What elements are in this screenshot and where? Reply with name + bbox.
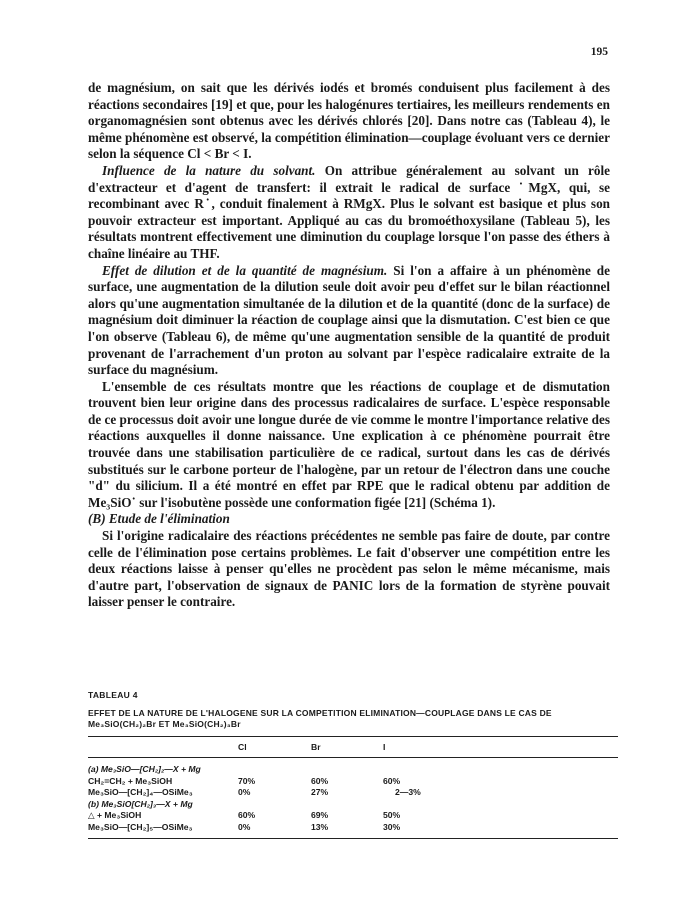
run-in-heading-dilution: Effet de dilution et de la quantité de magnésium.: [102, 262, 388, 278]
table-cell: 69%: [311, 810, 329, 820]
paragraph-text: L'ensemble de ces résultats montre que les réactions de couplage et de dismutation trouvent bien leur origine dans des processus radicalaires de surface. L'espèce responsable de ce processus doit avoir une longue durée de vie comme le montre l'importance relative des réactions auxquelles il donne naissance. Une explication à ce phénomène pourrait être trouvée dans une stabilisation particulière de ce radical, surtout dans les cas de dérivés substitués sur le carbone porteur de l'halogène, par un retour de l'électron dans une couche "d" du silicium. Il a été montré en effet par RPE que le radical obtenu par addition de Me₃SiO˙ sur l'isobutène possède une conformation figée [21] (Schéma 1).: [88, 378, 610, 510]
table-cell: 2—3%: [395, 787, 421, 797]
paragraph-5: [88, 528, 610, 611]
table-row: [88, 799, 618, 811]
table-row: [88, 776, 618, 788]
table-cell: 27%: [311, 787, 329, 797]
table-block: [88, 690, 618, 839]
table-cell: CH₂=CH₂ + Me₃SiOH: [88, 775, 173, 786]
paragraph-text: Si l'on a affaire à un phénomène de surface, une augmentation de la dilution seule doit avoir peu d'effet sur le bilan réactionnel alors qu'une augmentation simultanée de la dilution et de la quantité (donc de la surface) de magnésium doit diminuer la réaction de couplage ainsi que la dismutation. C'est bien ce que l'on observe (Tableau 6), de même qu'une augmentation sensible de la quantité de produit provenant de l'arrachement d'un proton au solvant par l'espèce radicalaire extraite de la surface du magnésium.: [88, 262, 610, 378]
table-cell: Me₃SiO—[CH₂]₄—OSiMe₃: [88, 787, 193, 797]
table-row: [88, 758, 618, 776]
table-row: [88, 822, 618, 839]
table-cell: 60%: [238, 810, 256, 820]
run-in-heading-solvent: Influence de la nature du solvant.: [102, 162, 316, 178]
page-number: 195: [590, 46, 608, 58]
table-cell: 50%: [383, 810, 401, 820]
table-group-label: (a) Me₃SiO—[CH₂]₂—X + Mg: [88, 764, 201, 774]
table-row: [88, 810, 618, 822]
column-header: Cl: [238, 737, 311, 758]
table-header-row: [88, 737, 618, 758]
table-cell: 13%: [311, 822, 383, 839]
table-cell: 30%: [383, 822, 618, 839]
table-group-label: (b) Me₃SiO[CH₂]₃—X + Mg: [88, 798, 193, 809]
table-cell: 0%: [238, 787, 251, 797]
paragraph-3: [88, 263, 610, 379]
table-cell: 60%: [311, 775, 329, 786]
paragraph-2: [88, 163, 610, 263]
paragraph-text: On attribue généralement au solvant un rôle d'extracteur et d'agent de transfert: il extrait le radical de surface ˙MgX, qui, se recombinant avec R˙, conduit finalement à RMgX. Plus le solvant est basique et plus son pouvoir extracteur est important. Appliqué au cas du bromoéthoxysilane (Tableau 5), les résultats montrent effectivement une diminution du couplage lorsque l'on passe des éthers à chaîne linéaire au THF.: [88, 162, 610, 261]
table-row: [88, 787, 618, 799]
column-header: I: [383, 737, 618, 758]
table-title: EFFET DE LA NATURE DE L'HALOGENE SUR LA COMPETITION ELIMINATION—COUPLAGE DANS LE CAS DE Me₃SiO(CH₂)₂Br ET Me₃SiO(CH₂)₃Br: [88, 708, 552, 729]
data-table: [88, 736, 618, 839]
column-header: [88, 737, 238, 758]
body-text: [88, 80, 610, 611]
table-cell: △ + Me₃SiOH: [88, 810, 142, 820]
table-cell: 70%: [238, 775, 256, 786]
column-header: Br: [311, 737, 383, 758]
section-heading: (B) Etude de l'élimination: [88, 511, 230, 527]
paragraph-4: [88, 379, 610, 512]
table-label: TABLEAU 4: [88, 690, 138, 700]
paragraph-1: [88, 80, 610, 163]
table-cell: 0%: [238, 822, 311, 839]
table-cell: 60%: [383, 775, 401, 786]
paragraph-text: Si l'origine radicalaire des réactions précédentes ne semble pas faire de doute, par contre celle de l'élimination pose certains problèmes. Le fait d'observer une compétition entre les deux réactions laisse à penser qu'elles ne procèdent pas selon le même mécanisme, mais d'autre part, l'observation de signaux de PANIC lors de la formation de styrène pouvait laisser penser le contraire.: [88, 528, 610, 610]
paragraph-text: de magnésium, on sait que les dérivés iodés et bromés conduisent plus facilement à des réactions secondaires [19] et que, pour les halogénures tertiaires, les meilleurs rendements en organomagnésien sont obtenus avec les dérivés chlorés [20]. Dans notre cas (Tableau 4), le même phénomène est observé, la compétition élimination—couplage évoluant vers ce dernier selon la séquence Cl < Br < I.: [88, 80, 610, 162]
table-cell: Me₃SiO—[CH₂]₅—OSiMe₃: [88, 822, 238, 839]
